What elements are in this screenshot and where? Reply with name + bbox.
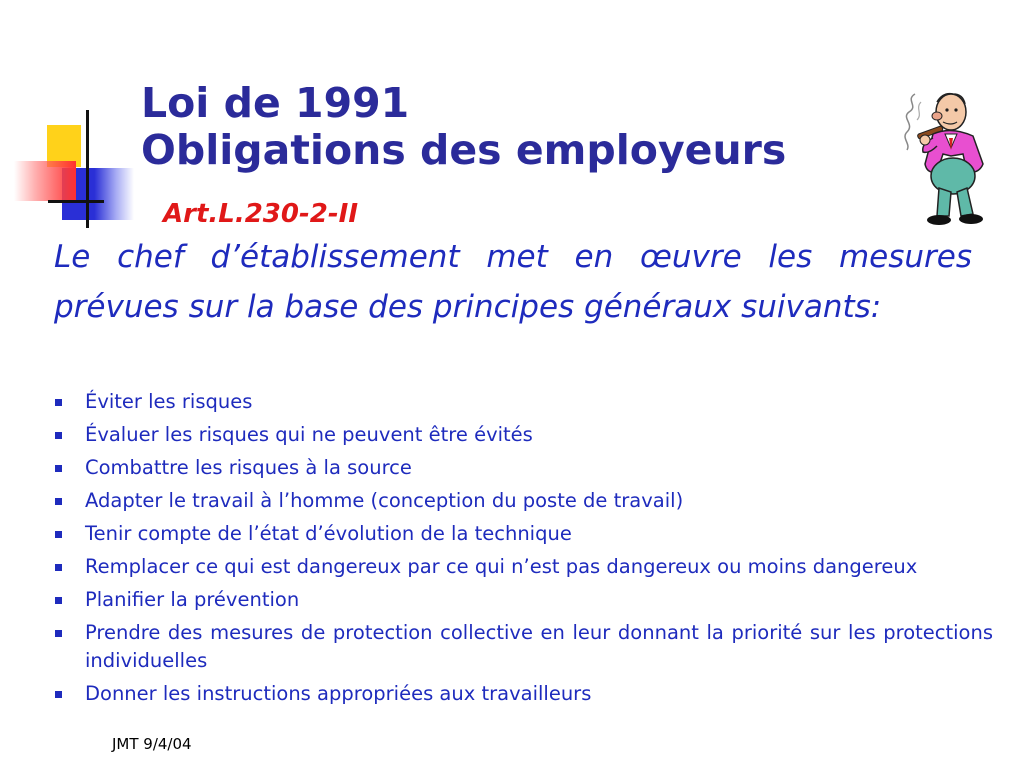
list-item bbox=[55, 586, 993, 614]
list-item-text: Planifier la prévention bbox=[85, 588, 300, 611]
title-line-2: Obligations des employeurs bbox=[141, 126, 787, 174]
slide-title bbox=[141, 80, 786, 174]
list-item-text: Éviter les risques bbox=[85, 390, 253, 413]
bullet-square-icon bbox=[55, 432, 62, 439]
cigar-smoking-man-icon bbox=[893, 88, 1005, 228]
list-item-text: Tenir compte de l’état d’évolution de la technique bbox=[85, 522, 572, 545]
list-item bbox=[55, 619, 993, 675]
list-item bbox=[55, 520, 993, 548]
bullet-square-icon bbox=[55, 498, 62, 505]
list-item bbox=[55, 421, 993, 449]
title-line-1: Loi de 1991 bbox=[141, 79, 410, 127]
bullet-square-icon bbox=[55, 564, 62, 571]
list-item-text: Évaluer les risques qui ne peuvent être évités bbox=[85, 423, 533, 446]
list-item-text: Donner les instructions appropriées aux travailleurs bbox=[85, 682, 592, 705]
decoration-horizontal-line bbox=[48, 200, 104, 203]
list-item-text: Remplacer ce qui est dangereux par ce qui n’est pas dangereux ou moins dangereux bbox=[85, 555, 918, 578]
bullet-square-icon bbox=[55, 531, 62, 538]
decoration-red-gradient-bar bbox=[14, 161, 76, 201]
list-item-text: Adapter le travail à l’homme (conception du poste de travail) bbox=[85, 489, 684, 512]
list-item bbox=[55, 680, 993, 708]
list-item-text: Combattre les risques à la source bbox=[85, 456, 412, 479]
decoration-vertical-line bbox=[86, 110, 89, 228]
footer-date: JMT 9/4/04 bbox=[112, 735, 192, 753]
bullet-square-icon bbox=[55, 630, 62, 637]
bullet-square-icon bbox=[55, 399, 62, 406]
bullet-square-icon bbox=[55, 465, 62, 472]
list-item bbox=[55, 454, 993, 482]
list-item bbox=[55, 553, 993, 581]
principles-list bbox=[55, 388, 993, 713]
list-item bbox=[55, 487, 993, 515]
bullet-square-icon bbox=[55, 691, 62, 698]
article-reference: Art.L.230-2-II bbox=[163, 199, 358, 229]
intro-paragraph: Le chef d’établissement met en œuvre les mesures prévues sur la base des principes généraux suivants: bbox=[54, 239, 972, 325]
list-item-text: Prendre des mesures de protection collective en leur donnant la priorité sur les protections individuelles bbox=[85, 621, 993, 672]
list-item bbox=[55, 388, 993, 416]
bullet-square-icon bbox=[55, 597, 62, 604]
